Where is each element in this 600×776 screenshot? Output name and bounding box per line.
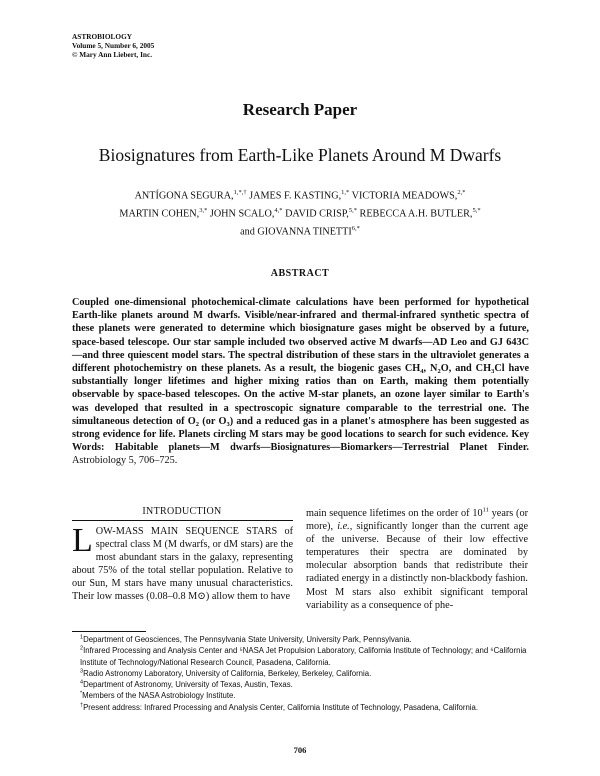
paper-title: Biosignatures from Earth-Like Planets Around M Dwarfs xyxy=(98,145,502,165)
author-affiliation: 5,* xyxy=(472,206,481,214)
journal-header xyxy=(72,32,154,59)
author-name: JAMES F. KASTING, xyxy=(246,190,342,202)
author-affiliation: 6,* xyxy=(351,224,360,232)
section-label: Research Paper xyxy=(242,100,358,119)
author-name: VICTORIA MEADOWS, xyxy=(349,190,458,202)
intro-left-column: LOW-MASS MAIN SEQUENCE STARS of spectral class M (M dwarfs, or dM stars) are the most abundant stars in the galaxy, representing about 75% of the total stellar population. Relative to our Sun, M stars have many unusual characteristics. Their low masses (0.08–0.8 M⊙) allow them to have xyxy=(72,522,293,603)
footnote: $^3$Radio Astronomy Laboratory, University of California, Berkeley, Berkeley, California. xyxy=(80,668,372,678)
introduction-heading: INTRODUCTION xyxy=(142,506,222,517)
author-affiliation: 2,* xyxy=(457,189,466,196)
journal-copyright: © Mary Ann Liebert, Inc. xyxy=(72,50,153,59)
citation: Astrobiology 5, 706–725. xyxy=(72,455,178,467)
intro-right-column: main sequence lifetimes on the order of $10^{11}$ years (or more), i.e., significantly longer than the current age of the universe. Because of their low effective temperatures their spectra are dominated by molecular absorption bands that redistribute their radiated energy in a distinctly non-blackbody fashion. Most M stars also exhibit significant temporal variability as a consequence of phe- xyxy=(306,506,529,611)
author-affiliation: 1,* xyxy=(341,189,350,196)
footnotes xyxy=(72,634,532,713)
abstract-body: Coupled one-dimensional photochemical-climate calculations have been performed for hypothetical Earth-like planets around M dwarfs. Visible/near-infrared and thermal-infrared synthetic spectra of these planets were generated to determine which biosignature gases might be observed by a future, space-based telescope. Our star sample included two observed active M dwarfs—AD Leo and GJ 643C—and three quiescent model stars. The spectral distribution of these stars in the ultraviolet generates a different photochemistry on these planets. As a result, the biogenic gases $CH_4$, $N_2O$, and $CH_3Cl$ have substantially longer lifetimes and higher mixing ratios than on Earth, making them potentially observable by space-based telescopes. On the active M-star planets, an ozone layer similar to Earth's was developed that resulted in a spectroscopic signature comparable to the terrestrial one. The simultaneous detection of $O_2$ (or $O_3$) and a reduced gas in a planet's atmosphere has been suggested as strong evidence for life. Planets circling M stars may be good locations to search for such evidence. Key Words: Habitable planets—M dwarfs—Biosignatures—Biomarkers—Terrestrial Planet Finder. Astrobiology 5, 706–725. xyxy=(72,297,530,467)
solar-symbol: ⊙ xyxy=(197,591,206,603)
author-name: ANTÍGONA SEGURA, xyxy=(134,190,234,202)
author-name: DAVID CRISP, xyxy=(282,208,349,220)
author-name: MARTIN COHEN, xyxy=(119,208,200,220)
heading-rule xyxy=(72,520,293,521)
author-affiliation: 5,* xyxy=(348,206,357,214)
abstract-heading: ABSTRACT xyxy=(270,268,330,279)
journal-name: ASTROBIOLOGY xyxy=(72,32,133,41)
author-list xyxy=(80,186,520,240)
footnote-rule xyxy=(72,631,146,632)
footnote: $^4$Department of Astronomy, University of Texas, Austin, Texas. xyxy=(80,679,293,690)
page-number: 706 xyxy=(293,745,307,755)
author-name: JOHN SCALO, xyxy=(207,208,275,220)
footnote: $^1$Department of Geosciences, The Pennsylvania State University, University Park, Pennsylvania. xyxy=(80,634,412,644)
journal-volume: Volume 5, Number 6, 2005 xyxy=(72,41,155,50)
author-name: and GIOVANNA TINETTI xyxy=(240,226,352,238)
footnote: *Members of the NASA Astrobiology Institute. xyxy=(80,690,236,701)
author-affiliation: 1,*,† xyxy=(233,189,247,196)
author-name: REBECCA A.H. BUTLER, xyxy=(356,208,473,220)
footnote: $^2$Infrared Processing and Analysis Center and ⁵NASA Jet Propulsion Laboratory, California Institute of Technology; and ⁶California Institute of Technology/National Research Council, Pasadena, California. xyxy=(80,645,527,667)
author-affiliation: 4,* xyxy=(274,206,283,214)
drop-cap: L xyxy=(72,522,93,559)
footnote: †Present address: Infrared Processing and Analysis Center, California Institute of Technology, Pasadena, California. xyxy=(80,702,479,712)
author-affiliation: 3,* xyxy=(199,206,208,214)
